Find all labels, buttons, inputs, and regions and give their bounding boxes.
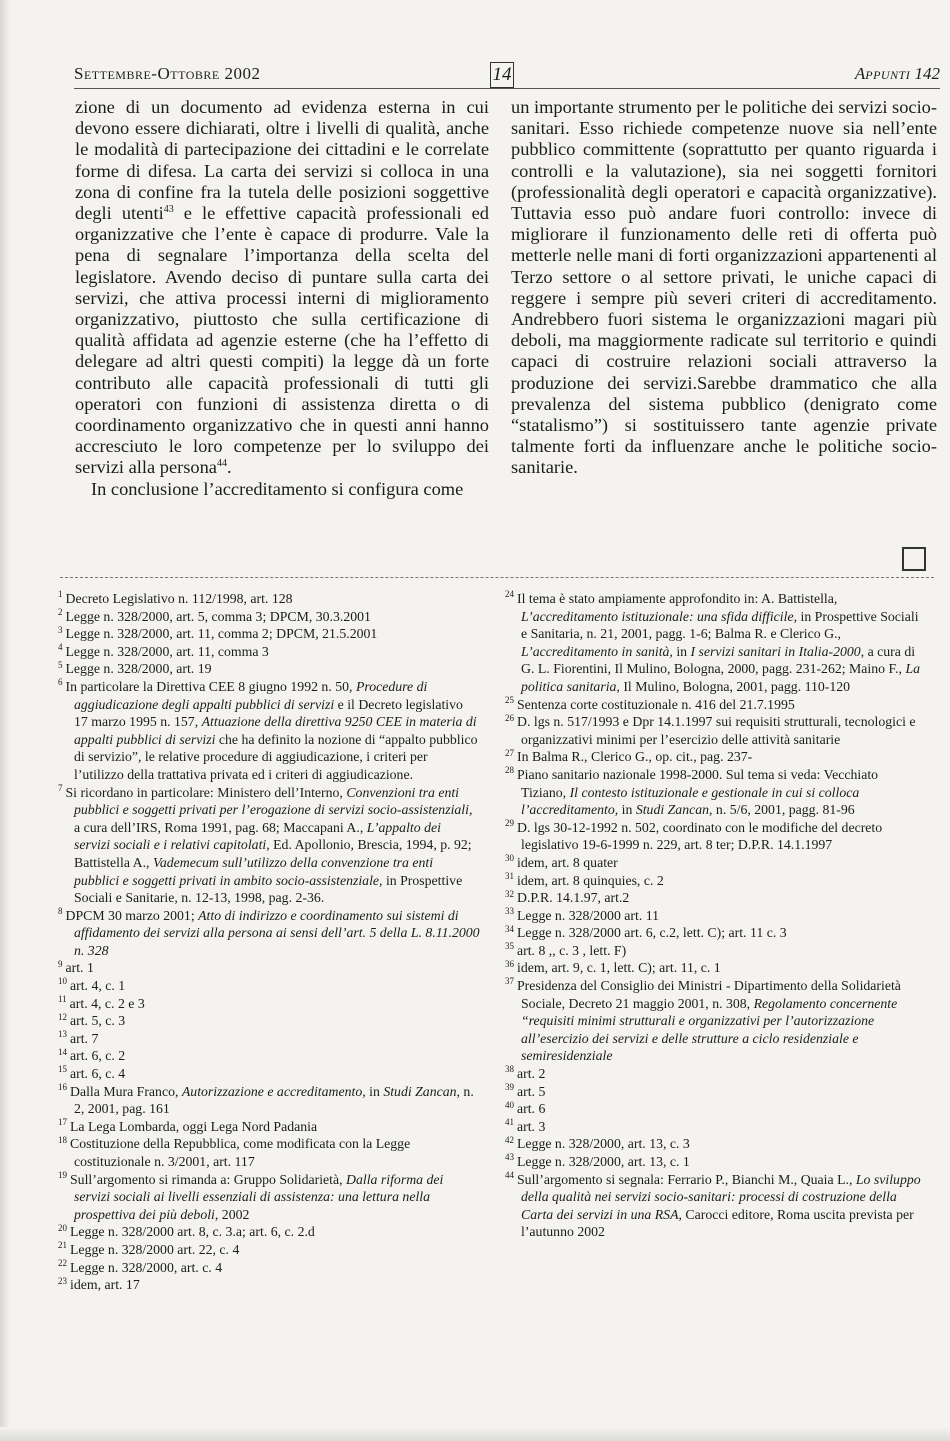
scan-edge bbox=[0, 0, 10, 1441]
footnote: $^4$ Legge n. 328/2000, art. 11, comma 3 bbox=[58, 642, 269, 659]
footnote: $^{39}$ art. 5 bbox=[505, 1082, 546, 1099]
running-header bbox=[74, 62, 940, 92]
footnote: $^{10}$ art. 4, c. 1 bbox=[58, 976, 126, 994]
footnote: $^{11}$ art. 4, c. 2 e 3 bbox=[58, 994, 145, 1011]
scan-bottom-edge bbox=[0, 1427, 950, 1441]
end-of-article-box bbox=[902, 547, 926, 571]
footnote: $^9$ art. 1 bbox=[58, 958, 94, 976]
footnote: $^{42}$ Legge n. 328/2000, art. 13, c. 3 bbox=[505, 1134, 690, 1152]
footnote: $^{13}$ art. 7 bbox=[58, 1029, 99, 1046]
footnote: $^{16}$ Dalla Mura Franco, Autorizzazione e accreditamento, in Studi Zancan, n. 2, 2001, pag. 161 bbox=[58, 1082, 474, 1117]
footnote: $^{15}$ art. 6, c. 4 bbox=[58, 1064, 126, 1082]
footnote: $^{37}$ Presidenza del Consiglio dei Ministri - Dipartimento della Solidarietà Sociale, Decreto 21 maggio 2001, n. 308, Regolamento concernente “requisiti minimi strutturali e organizzativi per l’autorizzazione all’esercizio dei servizi e delle strutture a ciclo residenziale e semiresidenziale bbox=[505, 976, 901, 1064]
footnote: $^{40}$ art. 6 bbox=[505, 1099, 546, 1117]
header-date: SETTEMBRE-OTTOBRE 2002 bbox=[74, 64, 261, 83]
footnote: $^{33}$ Legge n. 328/2000 art. 11 bbox=[505, 906, 660, 923]
footnote: $^{18}$ Costituzione della Repubblica, come modificata con la Legge costituzionale n. 3/2001, art. 117 bbox=[58, 1134, 411, 1169]
footnote: $^7$ Si ricordano in particolare: Ministero dell’Interno, Convenzioni tra enti pubblici e soggetti privati per l’erogazione di servizi socio-assistenziali, a cura dell’IRS, Roma 1991, pag. 68; Maccapani A., L’appalto dei servizi sociali e i relativi capitolati, Ed. Apollonio, Brescia, 1994, p. 92; Battistella A., Vademecum sull’utilizzo della convenzione tra enti pubblici e soggetti privati in ambito socio-assistenziale, in Prospettive Sociali e Sanitarie, n. 12-13, 1998, pag. 2-36. bbox=[58, 782, 473, 906]
footnote: $^{43}$ Legge n. 328/2000, art. 13, c. 1 bbox=[505, 1152, 690, 1169]
footnote: $^{23}$ idem, art. 17 bbox=[58, 1275, 140, 1293]
footnote: $^{29}$ D. lgs 30-12-1992 n. 502, coordinato con le modifiche del decreto legislativo 19-6-1999 n. 229, art. 8 ter; D.P.R. 14.1.1997 bbox=[505, 818, 883, 853]
footnote: $^{27}$ In Balma R., Clerico G., op. cit., pag. 237- bbox=[505, 747, 753, 765]
body-paragraph: In conclusione l’accreditamento si configura come bbox=[91, 478, 464, 499]
footnote: $^{41}$ art. 3 bbox=[505, 1117, 546, 1134]
body-paragraph: un importante strumento per le politiche dei servizi socio-sanitari. Esso richiede competenze nuove sia nell’ente pubblico committente (soprattutto per quanto riguarda i controlli e la valutazione), sia nei soggetti fornitori (professionalità degli operatori e capacità organizzative). Tuttavia esso può andare fuori controllo: invece di migliorare il funzionamento delle reti di offerta può metterle nelle mani di forti organizzazioni appartenenti al Terzo settore o al settore privati, le uniche capaci di reggere i sempre più severi criteri di accreditamento. Andrebbero fuori sistema le organizzazioni magari più deboli, ma maggiormente radicate sul territorio e quindi capaci di costruire relazioni sociali attraverso la produzione dei servizi.Sarebbe drammatico che alla prevalenza del sistema pubblico (denigrato come “statalismo”) si sostituissero tante agenzie private talmente forti da influenzare anche le politiche socio-sanitarie. bbox=[511, 97, 937, 478]
footnote: $^{31}$ idem, art. 8 quinquies, c. 2 bbox=[505, 870, 664, 888]
footnote: $^8$ DPCM 30 marzo 2001; Atto di indirizzo e coordinamento sui sistemi di affidamento dei servizi alla persona ai sensi dell’art. 5 della L. 8.11.2000 n. 328 bbox=[58, 906, 480, 958]
footnote: $^{26}$ D. lgs n. 517/1993 e Dpr 14.1.1997 sui requisiti strutturali, tecnologici e organizzativi minimi per l’esercizio delle attività sanitarie bbox=[505, 712, 916, 747]
footnotes-left bbox=[58, 590, 480, 1294]
header-rule bbox=[74, 88, 940, 89]
page-number-box: 14 bbox=[490, 62, 514, 88]
footnote: $^{17}$ La Lega Lombarda, oggi Lega Nord Padania bbox=[58, 1117, 318, 1134]
footnote-ref: 44 bbox=[216, 458, 227, 470]
footnote: $^{14}$ art. 6, c. 2 bbox=[58, 1046, 126, 1064]
footnote-ref: 43 bbox=[163, 203, 174, 215]
body-column-right bbox=[511, 97, 937, 479]
body-column-left bbox=[75, 97, 489, 500]
footnote: $^{19}$ Sull’argomento si rimanda a: Gruppo Solidarietà, Dalla riforma dei servizi sociali ai livelli essenziali di assistenza: una lettura nella prospettiva dei più deboli, 2002 bbox=[58, 1170, 444, 1222]
footnote: $^{38}$ art. 2 bbox=[505, 1064, 546, 1082]
footnote: $^2$ Legge n. 328/2000, art. 5, comma 3; DPCM, 30.3.2001 bbox=[58, 607, 371, 624]
footnote: $^{24}$ Il tema è stato ampiamente approfondito in: A. Battistella, L’accreditamento istituzionale: una sfida difficile, in Prospettive Sociali e Sanitaria, n. 21, 2001, pagg. 1-6; Balma R. e Clerico G., L’accreditamento in sanità, in I servizi sanitari in Italia-2000, a cura di G. L. Fiorentini, Il Mulino, Bologna, 2000, pagg. 231-262; Maino F., La politica sanitaria, Il Mulino, Bologna, 2001, pagg. 110-120 bbox=[505, 589, 921, 694]
footnote: $^{21}$ Legge n. 328/2000 art. 22, c. 4 bbox=[58, 1240, 240, 1257]
footnote: $^{22}$ Legge n. 328/2000, art. c. 4 bbox=[58, 1257, 223, 1275]
footnote: $^{34}$ Legge n. 328/2000 art. 6, c.2, lett. C); art. 11 c. 3 bbox=[505, 923, 787, 941]
footnote: $^{20}$ Legge n. 328/2000 art. 8, c. 3.a; art. 6, c. 2.d bbox=[58, 1222, 315, 1240]
footnote: $^{25}$ Sentenza corte costituzionale n. 416 del 21.7.1995 bbox=[505, 694, 795, 712]
footnote: $^{28}$ Piano sanitario nazionale 1998-2000. Sul tema si veda: Vecchiato Tiziano, Il contesto istituzionale e gestionale in cui si colloca l’accreditamento, in Studi Zancan, n. 5/6, 2001, pagg. 81-96 bbox=[505, 765, 879, 818]
footnote: $^{30}$ idem, art. 8 quater bbox=[505, 853, 618, 870]
footnote: $^5$ Legge n. 328/2000, art. 19 bbox=[58, 659, 212, 677]
footnote-rule bbox=[60, 577, 934, 578]
footnote: $^6$ In particolare la Direttiva CEE 8 giugno 1992 n. 50, Procedure di aggiudicazione degli appalti pubblici di servizi e il Decreto legislativo 17 marzo 1995 n. 157, Attuazione della direttiva 9250 CEE in materia di appalti pubblici di servizi che ha definito la nozione di “appalto pubblico di servizio”, le relative procedure di aggiudicazione, i criteri per l’utilizzo della trattativa privata ed i criteri di aggiudicazione. bbox=[58, 677, 478, 782]
footnote: $^{36}$ idem, art. 9, c. 1, lett. C); art. 11, c. 1 bbox=[505, 958, 721, 976]
footnotes-right bbox=[505, 590, 923, 1241]
footnote: $^{44}$ Sull’argomento si segnala: Ferrario P., Bianchi M., Quaia L., Lo sviluppo della qualità nei servizi socio-sanitari: processi di costruzione della Carta dei servizi in una RSA, Carocci editore, Roma uscita prevista per l’autunno 2002 bbox=[505, 1170, 921, 1240]
body-paragraph: zione di un documento ad evidenza esterna in cui devono essere dichiarati, oltre i livelli di qualità, anche le modalità di partecipazione dei cittadini e le correlate forme di difesa. La carta dei servizi si colloca in una zona di confine fra la tutela delle posizioni soggettive degli utenti$^{43}$ e le effettive capacità professionali ed organizzative che l’ente è capace di produrre. Vale la pena di segnalare l’importanza della scelta del legislatore. Avendo deciso di puntare sulla carta dei servizi, che attiva processi interni di miglioramento organizzativo, piuttosto che sulla certificazione di qualità affidata ad agenzie esterne (che ha l’effetto di delegare ad altri questi compiti) la legge dà un forte contributo alle capacità professionali di tutti gli operatori con funzioni di assistenza diretta o di coordinamento organizzativo che in questi anni hanno accresciuto le loro competenze per lo sviluppo dei servizi alla persona$^{44}$. bbox=[75, 97, 489, 478]
footnote: $^{32}$ D.P.R. 14.1.97, art.2 bbox=[505, 888, 630, 906]
footnote: $^3$ Legge n. 328/2000, art. 11, comma 2; DPCM, 21.5.2001 bbox=[58, 624, 378, 642]
footnote: $^1$ Decreto Legislativo n. 112/1998, art. 128 bbox=[58, 589, 293, 606]
footnote: $^{35}$ art. 8 ,, c. 3 , lett. F) bbox=[505, 941, 627, 958]
footnote: $^{12}$ art. 5, c. 3 bbox=[58, 1011, 126, 1029]
header-journal: APPUNTI 142 bbox=[854, 64, 940, 83]
